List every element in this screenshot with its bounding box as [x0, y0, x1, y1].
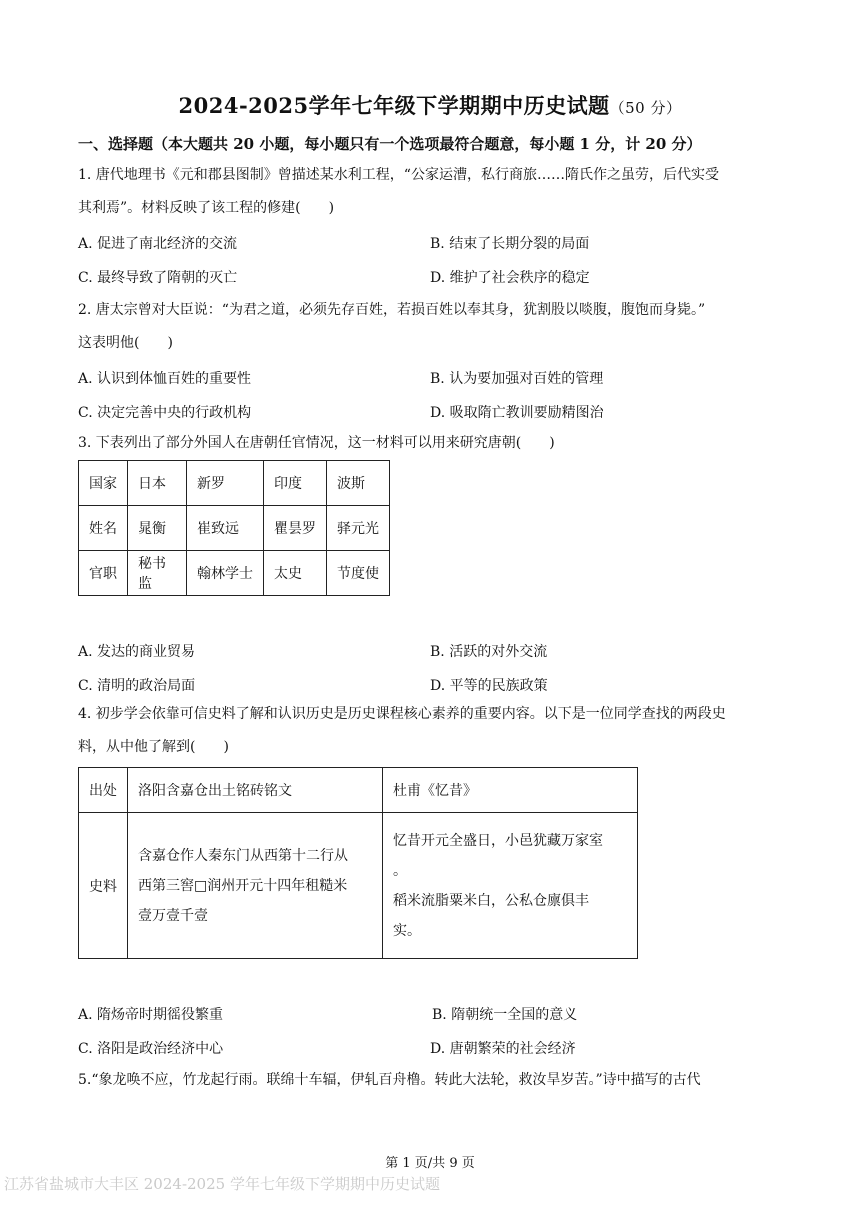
q3-option-d[interactable]: D. 平等的民族政策	[430, 678, 548, 694]
source1-line: 西第三窖□润州开元十四年租糙米	[138, 877, 348, 894]
q3-option-c[interactable]: C. 清明的政治局面	[78, 678, 196, 694]
page-footer: 第 1 页/共 9 页	[385, 1156, 475, 1171]
q3-option-a[interactable]: A. 发达的商业贸易	[78, 644, 196, 660]
table-cell: 驿元光	[327, 506, 390, 551]
table-cell: 波斯	[327, 461, 390, 506]
q4-option-b[interactable]: B. 隋朝统一全国的意义	[432, 1007, 578, 1023]
q2-option-b[interactable]: B. 认为要加强对百姓的管理	[430, 371, 604, 387]
table-cell	[383, 813, 638, 959]
q2-option-d[interactable]: D. 吸取隋亡教训要励精图治	[430, 405, 604, 421]
table-cell: 印度	[264, 461, 327, 506]
q3-officials-table	[78, 460, 390, 596]
table-row	[79, 551, 390, 596]
source2-line: 忆昔开元全盛日，小邑犹藏万家室	[393, 832, 603, 849]
q1-option-b[interactable]: B. 结束了长期分裂的局面	[430, 236, 590, 252]
table-cell: 翰林学士	[187, 551, 264, 596]
q1-stem-line2: 其利焉”。材料反映了该工程的修建( )	[78, 200, 335, 216]
table-cell: 崔致远	[187, 506, 264, 551]
table-cell: 出处	[79, 768, 128, 813]
q1-stem-line1: 1. 唐代地理书《元和郡县图制》曾描述某水利工程，“公家运漕，私行商旅……隋氏作之虽劳，后代实受	[78, 167, 719, 183]
table-cell: 新罗	[187, 461, 264, 506]
q4-stem-line2: 料，从中他了解到( )	[78, 739, 229, 755]
q1-option-c[interactable]: C. 最终导致了隋朝的灭亡	[78, 270, 238, 286]
table-cell: 晁衡	[128, 506, 187, 551]
table-cell: 秘书监	[128, 551, 187, 596]
q3-stem-line1: 3. 下表列出了部分外国人在唐朝任官情况，这一材料可以用来研究唐朝( )	[78, 435, 555, 451]
table-row	[79, 813, 638, 959]
watermark: 江苏省盐城市大丰区 2024-2025 学年七年级下学期期中历史试题	[4, 1175, 440, 1193]
source1-line: 含嘉仓作人秦东门从西第十二行从	[138, 847, 348, 864]
source2-line: 稻米流脂粟米白，公私仓廪俱丰	[393, 892, 589, 909]
q1-option-a[interactable]: A. 促进了南北经济的交流	[78, 236, 238, 252]
q1-option-d[interactable]: D. 维护了社会秩序的稳定	[430, 270, 590, 286]
q4-stem-line1: 4. 初步学会依靠可信史料了解和认识历史是历史课程核心素养的重要内容。以下是一位同学查找的两段史	[78, 706, 726, 722]
q2-option-a[interactable]: A. 认识到体恤百姓的重要性	[78, 371, 252, 387]
table-cell: 洛阳含嘉仓出土铭砖铭文	[128, 768, 383, 813]
q2-stem-line1: 2. 唐太宗曾对大臣说：“为君之道，必须先存百姓，若损百姓以奉其身，犹割股以啖腹，腹饱而身毙。”	[78, 302, 706, 318]
q5-stem-line1: 5.“象龙唤不应，竹龙起行雨。联绵十车辐，伊轧百舟橹。转此大法轮，救汝旱岁苦。”诗中描写的古代	[78, 1072, 701, 1088]
table-cell: 太史	[264, 551, 327, 596]
q4-option-d[interactable]: D. 唐朝繁荣的社会经济	[430, 1041, 576, 1057]
table-cell: 姓名	[79, 506, 128, 551]
title-score: （50 分）	[609, 99, 682, 117]
table-cell: 官职	[79, 551, 128, 596]
table-cell: 国家	[79, 461, 128, 506]
q3-option-b[interactable]: B. 活跃的对外交流	[430, 644, 548, 660]
q4-option-c[interactable]: C. 洛阳是政治经济中心	[78, 1041, 224, 1057]
table-cell: 日本	[128, 461, 187, 506]
table-cell: 节度使	[327, 551, 390, 596]
source2-line: 实。	[393, 922, 421, 939]
title-main: 2024-2025学年七年级下学期期中历史试题	[178, 93, 610, 118]
table-row	[79, 768, 638, 813]
table-cell	[128, 813, 383, 959]
table-row	[79, 506, 390, 551]
source1-line: 壹万壹千壹	[138, 907, 208, 924]
q4-option-a[interactable]: A. 隋炀帝时期徭役繁重	[78, 1007, 224, 1023]
source2-line: 。	[393, 862, 407, 879]
table-cell: 杜甫《忆昔》	[383, 768, 638, 813]
table-cell: 瞿昙罗	[264, 506, 327, 551]
q2-option-c[interactable]: C. 决定完善中央的行政机构	[78, 405, 252, 421]
section-heading: 一、选择题（本大题共 20 小题，每小题只有一个选项最符合题意，每小题 1 分，计 20 分）	[78, 135, 702, 153]
q2-stem-line2: 这表明他( )	[78, 335, 173, 351]
table-row	[79, 461, 390, 506]
q4-sources-table	[78, 767, 638, 959]
page-title	[0, 90, 860, 120]
table-cell: 史料	[79, 813, 128, 959]
